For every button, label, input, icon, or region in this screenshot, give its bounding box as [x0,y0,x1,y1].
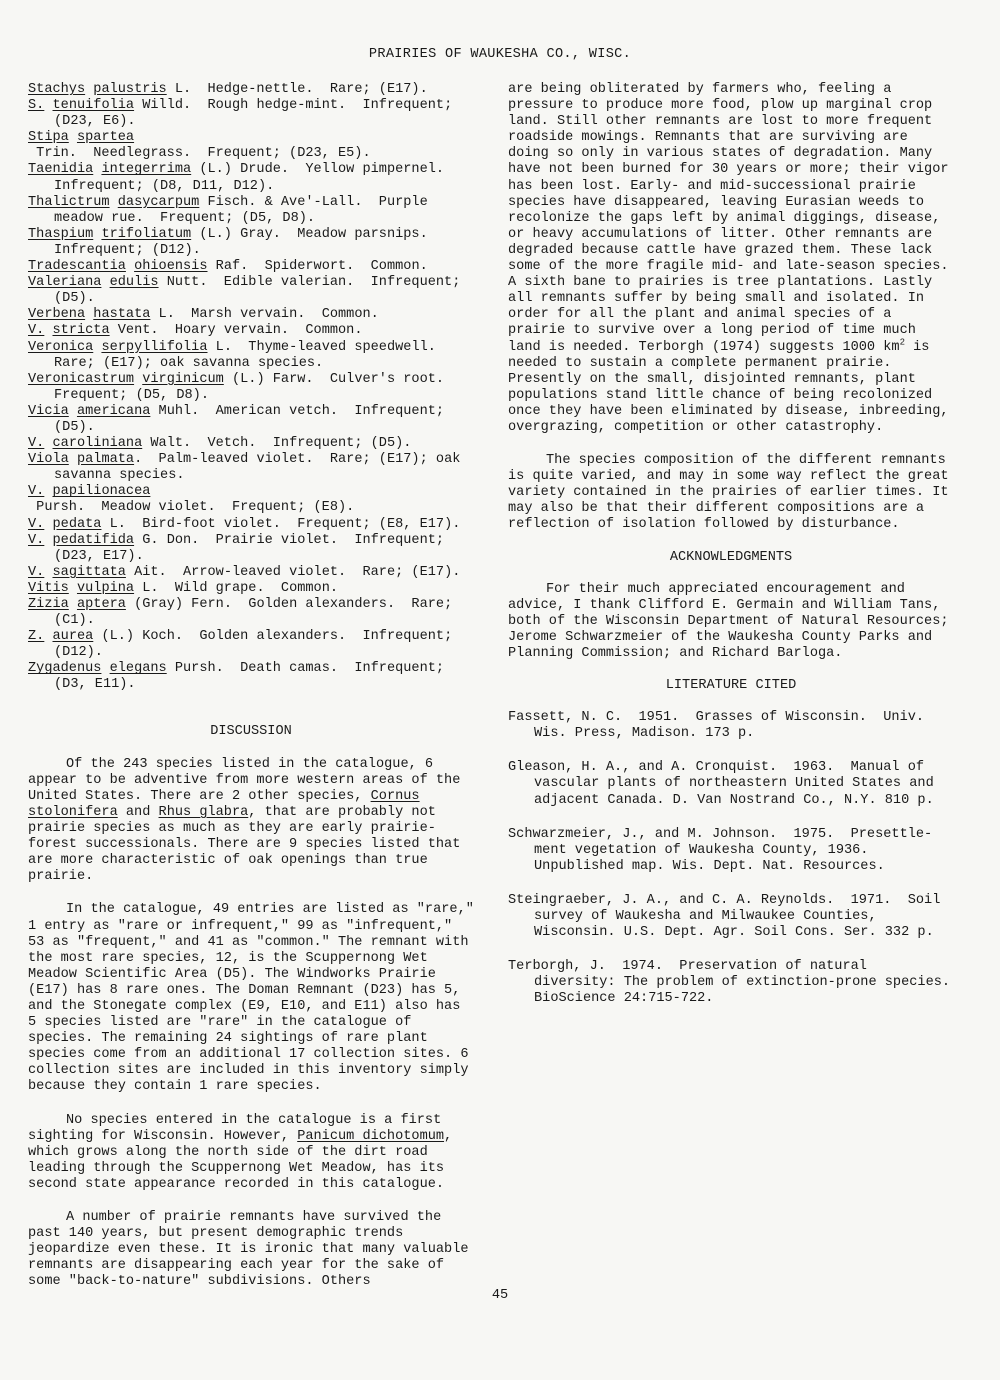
species-details-continued: (D5). [54,419,95,435]
paragraph-text: and [117,804,159,820]
species-details: L. Wild grape. Common. [134,580,339,596]
reference-entry [508,710,954,742]
species-details: (L.) Gray. Meadow parsnips. [191,226,428,242]
species-entry [28,340,474,372]
species-entry [28,307,474,323]
reference-first-line: Steingraeber, J. A., and C. A. Reynolds. 1971. Soil [508,892,941,908]
discussion-paragraph-2: In the catalogue, 49 entries are listed as "rare," 1 entry as "rare or infrequent," 99 as "infrequent," 53 as "frequent," and 41 as "common." The remnant with the most rare species, 12, is the Scuppernong Wet Meadow Scientific Area (D5). The Windworks Prairie (E17) has 8 rare ones. The Doman Remnant (D23) has 5, and the Stonegate complex (E9, E10, and E11) also has 5 species listed are "rare" in the catalogue of species. The remaining 24 sightings of rare plant species come from an additional 17 collection sites. 6 collection sites are included in this inventory simply because they contain 1 rare species. [28,902,474,1095]
species-details-continued: (D3, E11). [54,677,136,693]
species-details: L. Thyme-leaved speedwell. [207,339,436,355]
species-name: Rhus glabra [158,804,249,820]
species-epithet: edulis [109,275,159,291]
species-epithet: papilionacea [52,484,151,500]
species-epithet: integerrima [101,162,192,178]
species-epithet: americana [76,403,151,419]
species-entry [28,195,474,227]
species-epithet: aurea [52,629,94,645]
species-details: Pursh. Death camas. Infrequent; [166,661,445,677]
species-details: Walt. Vetch. Infrequent; (D5). [142,436,412,452]
species-genus: Tradescantia [28,259,126,275]
species-genus: Thaspium [28,226,94,242]
species-entry [28,565,474,581]
species-details-continued: (D5). [54,291,95,307]
species-epithet: caroliniana [52,436,143,452]
reference-list [508,710,954,1007]
species-details: (Gray) Fern. Golden alexanders. Rare; [125,597,453,612]
species-entry [28,597,474,629]
discussion-paragraph-5: are being obliterated by farmers who, feeling a pressure to produce more food, plow up marginal crop land. Still other remnants are lost to more frequent roadside mowings. Remnants that are surviving are doing so only in various states of degradation. Many have not been burned for 30 years or more; their vigor has been lost. Early- and mid-successional prairie species have disappeared, leaving Eurasian weeds to recolonize the gaps left by animal diggings, disease, or heavy accumulations of litter. Other remnants are degraded because cattle have grazed them. These lack some of the more fragile mid- and late-season species. A sixth bane to prairies is tree plantations. Lastly all remnants suffer by being small and isolated. In order for all the plant and animal species of a prairie to survive over a long period of time much land is needed. Terborgh (1974) suggests 1000 $km^2$ is needed to sustain a complete permanent prairie. Presently on the small, disjointed remnants, plant populations stand little chance of being recolonized once they have been eliminated by disease, inbreeding, overgrazing, competition or other catastrophy. [508,82,949,435]
reference-continued: vascular plants of northeastern United States and adjacent Canada. D. Van Nostrand Co., N.Y. 810 p. [534,776,934,808]
species-genus: Valeriana [28,275,102,291]
paragraph-text: No species entered in the catalogue is a first sighting for Wisconsin. However, [28,1112,442,1144]
species-epithet: dasycarpum [117,194,200,210]
species-epithet: trifoliatum [101,226,192,242]
species-details: . Palm-leaved violet. Rare; (E17); oak [134,452,461,468]
species-genus: Vitis [28,580,69,596]
species-details-continued: savanna species. [54,468,185,484]
species-details: Nutt. Edible valerian. Infrequent; [158,275,461,291]
species-genus: V. [28,436,45,452]
species-entry [28,533,474,565]
species-entry [28,484,474,516]
species-name: Cornus stolonifera [28,788,420,820]
reference-continued: survey of Waukesha and Milwaukee Counties, Wisconsin. U.S. Dept. Agr. Soil Cons. Ser. 332 p. [534,909,934,941]
species-epithet: hastata [93,307,151,323]
species-genus: Zizia [28,597,69,612]
species-details-continued: (D23, E17). [54,548,144,564]
species-details-continued: Frequent; (D5, D8). [54,387,209,403]
species-genus: Verbena [28,307,86,323]
species-details: (L.) Drude. Yellow pimpernel. [191,162,445,178]
species-entry [28,436,474,452]
species-epithet: sagittata [52,564,126,580]
species-entry [28,452,474,484]
species-details-continued: (D23, E6). [54,114,136,130]
species-genus: V. [28,532,45,548]
species-genus: Vicia [28,403,69,419]
paragraph-text: Of the 243 species listed in the catalogue, 6 appear to be adventive from more western areas of the United States. There are 2 other species, [28,756,461,804]
species-entry [28,162,474,194]
species-entry [28,629,474,661]
species-details: Trin. Needlegrass. Frequent; (D23, E5). [28,146,371,162]
paragraph-text: , that are probably not prairie species as much as they are early prairie-forest successionals. There are 9 species listed that are more characteristic of oak openings than true prairie. [28,804,461,885]
species-epithet: spartea [76,130,135,146]
species-details-continued: Infrequent; (D12). [54,242,201,258]
species-genus: Zygadenus [28,661,102,677]
species-entry [28,130,474,162]
species-genus: V. [28,516,45,532]
species-epithet: serpyllifolia [101,339,208,355]
species-genus: Viola [28,452,69,468]
species-entry [28,98,474,130]
species-details: G. Don. Prairie violet. Infrequent; [134,532,445,548]
species-details: (L.) Koch. Golden alexanders. Infrequent; [93,629,453,645]
species-details: L. Bird-foot violet. Frequent; (E8, E17). [101,516,461,532]
species-genus: V. [28,564,45,580]
discussion-heading: DISCUSSION [210,723,292,739]
species-entry [28,661,474,693]
acknowledgments-heading: ACKNOWLEDGMENTS [669,549,793,565]
species-entry [28,259,474,275]
reference-continued: diversity: The problem of extinction-prone species. BioScience 24:715-722. [534,975,951,1007]
species-entry [28,517,474,533]
species-genus: Stipa [28,130,69,146]
reference-entry [508,893,954,941]
paragraph-text: , which grows along the north side of the dirt road leading through the Scuppernong Wet Meadow, has its second state appearance recorded in this catalogue. [28,1128,453,1192]
species-details-continued: Rare; (E17); oak savanna species. [54,355,324,371]
reference-entry [508,760,954,808]
species-details-continued: (D12). [54,645,103,661]
left-column [28,82,474,1290]
species-catalogue [28,82,474,694]
species-entry [28,372,474,404]
species-details: Willd. Rough hedge-mint. Infrequent; [134,98,453,114]
reference-first-line: Gleason, H. A., and A. Cronquist. 1963. Manual of [508,760,925,776]
running-header: PRAIRIES OF WAUKESHA CO., WISC. [368,47,632,62]
species-epithet: palustris [93,82,167,97]
right-column [508,82,954,1026]
discussion-paragraph-6: The species composition of the different remnants is quite varied, and may in some way reflect the great variety contained in the prairies of earlier times. It may also be that their different compositions are a reflection of isolation followed by disturbance. [508,453,949,533]
species-epithet: virginicum [142,371,224,387]
reference-entry [508,827,954,875]
species-genus: Veronicastrum [28,371,135,387]
species-entry [28,404,474,436]
species-details: Fisch. & Ave'-Lall. Purple [199,194,428,210]
reference-continued: ment vegetation of Waukesha County, 1936. Unpublished map. Wis. Dept. Nat. Resources. [534,842,885,874]
reference-first-line: Terborgh, J. 1974. Preservation of natural [508,959,867,975]
reference-continued: Wis. Press, Madison. 173 p. [534,726,755,742]
discussion-paragraph-1 [28,757,474,886]
species-epithet: stricta [52,323,110,339]
reference-first-line: Fassett, N. C. 1951. Grasses of Wisconsin. Univ. [508,710,925,726]
species-epithet: palmata [76,452,135,468]
species-entry [28,581,474,597]
species-epithet: ohioensis [134,259,208,275]
species-details-continued: meadow rue. Frequent; (D5, D8). [54,210,316,226]
species-genus: V. [28,323,45,339]
species-entry [28,82,474,98]
species-details-continued: (C1). [54,613,95,629]
species-genus: S. [28,98,45,114]
acknowledgments-text: For their much appreciated encouragement and advice, I thank Clifford E. Germain and William Tans, both of the Wisconsin Department of Natural Resources; Jerome Schwarzmeier of the Waukesha County Parks and Planning Commission; and Richard Barloga. [508,581,949,661]
literature-heading: LITERATURE CITED [665,678,797,694]
species-entry [28,323,474,339]
reference-entry [508,959,954,1007]
species-details: Raf. Spiderwort. Common. [207,259,428,275]
reference-first-line: Schwarzmeier, J., and M. Johnson. 1975. Presettle- [508,826,933,842]
discussion-paragraph-4: A number of prairie remnants have survived the past 140 years, but present demographic trends jeopardize even these. It is ironic that many valuable remnants are disappearing each year for the sake of some "back-to-nature" subdivisions. Others [28,1210,469,1290]
species-details-continued: Infrequent; (D8, D11, D12). [54,178,275,194]
species-genus: V. [28,484,45,500]
species-details: (L.) Farw. Culver's root. [223,371,445,387]
species-name: Panicum dichotomum [297,1128,445,1144]
species-details: Vent. Hoary vervain. Common. [109,323,363,339]
species-epithet: vulpina [76,580,135,596]
species-epithet: elegans [109,661,167,677]
species-details: L. Marsh vervain. Common. [150,307,379,323]
species-entry [28,275,474,307]
species-entry [28,227,474,259]
species-genus: Z. [28,629,45,645]
species-epithet: pedata [52,516,102,532]
species-epithet: aptera [76,597,126,612]
species-details: Ait. Arrow-leaved violet. Rare; (E17). [125,564,461,580]
species-genus: Thalictrum [28,194,110,210]
species-details: Muhl. American vetch. Infrequent; [150,403,445,419]
discussion-paragraph-3 [28,1113,474,1193]
page-number: 45 [491,1288,509,1303]
species-details: Pursh. Meadow violet. Frequent; (E8). [28,500,355,516]
species-details: L. Hedge-nettle. Rare; (E17). [166,82,428,97]
species-genus: Taenidia [28,162,94,178]
species-genus: Veronica [28,339,94,355]
species-epithet: pedatifida [52,532,135,548]
species-genus: Stachys [28,82,86,97]
species-epithet: tenuifolia [52,98,135,114]
